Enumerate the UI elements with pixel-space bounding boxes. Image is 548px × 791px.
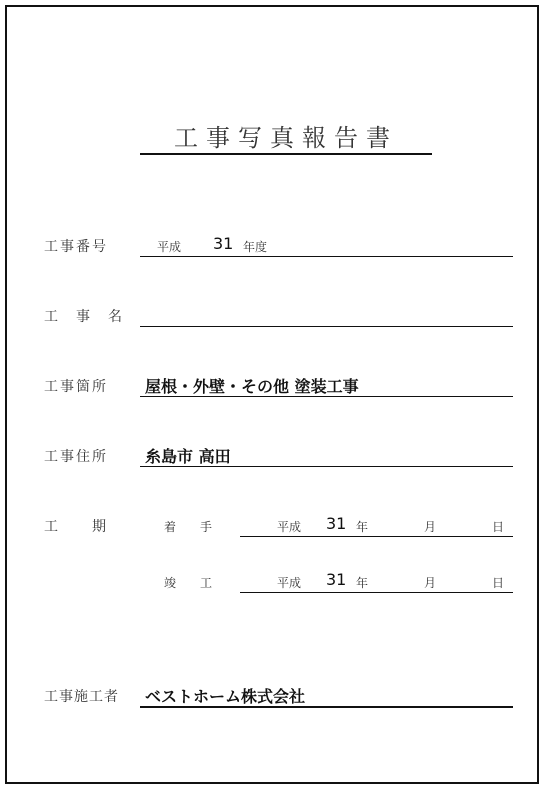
construction-address-value: 糸島市 高田 xyxy=(145,447,231,466)
construction-address-underline xyxy=(140,466,513,467)
period-end-era: 平成 xyxy=(277,576,302,590)
period-start-underline xyxy=(240,536,513,537)
construction-number-underline xyxy=(140,256,513,257)
construction-number-label: 工事番号 xyxy=(44,239,108,255)
construction-location-value: 屋根・外壁・その他 塗装工事 xyxy=(145,377,359,396)
period-end-year: 31 xyxy=(326,570,347,589)
construction-number-suffix: 年度 xyxy=(243,240,268,254)
period-end-underline xyxy=(240,592,513,593)
period-end-label: 竣 工 xyxy=(164,576,213,590)
contractor-underline xyxy=(140,706,513,708)
construction-number-era: 平成 xyxy=(157,240,182,254)
construction-number-year: 31 xyxy=(213,234,234,253)
document-title: 工事写真報告書 xyxy=(174,124,398,152)
period-end-month-unit: 月 xyxy=(424,576,437,590)
period-start-year: 31 xyxy=(326,514,347,533)
contractor-label: 工事施工者 xyxy=(44,689,119,705)
construction-name-underline xyxy=(140,326,513,327)
period-start-label: 着 手 xyxy=(164,520,213,534)
period-start-day-unit: 日 xyxy=(492,520,505,534)
period-start-month-unit: 月 xyxy=(424,520,437,534)
title-underline xyxy=(140,153,432,155)
construction-name-label: 工 事 名 xyxy=(44,309,124,325)
construction-location-underline xyxy=(140,396,513,397)
contractor-value: ベストホーム株式会社 xyxy=(145,687,306,706)
construction-period-label: 工 期 xyxy=(44,519,108,535)
period-start-year-unit: 年 xyxy=(356,520,369,534)
construction-location-label: 工事箇所 xyxy=(44,379,108,395)
period-end-day-unit: 日 xyxy=(492,576,505,590)
construction-address-label: 工事住所 xyxy=(44,449,108,465)
period-end-year-unit: 年 xyxy=(356,576,369,590)
period-start-era: 平成 xyxy=(277,520,302,534)
